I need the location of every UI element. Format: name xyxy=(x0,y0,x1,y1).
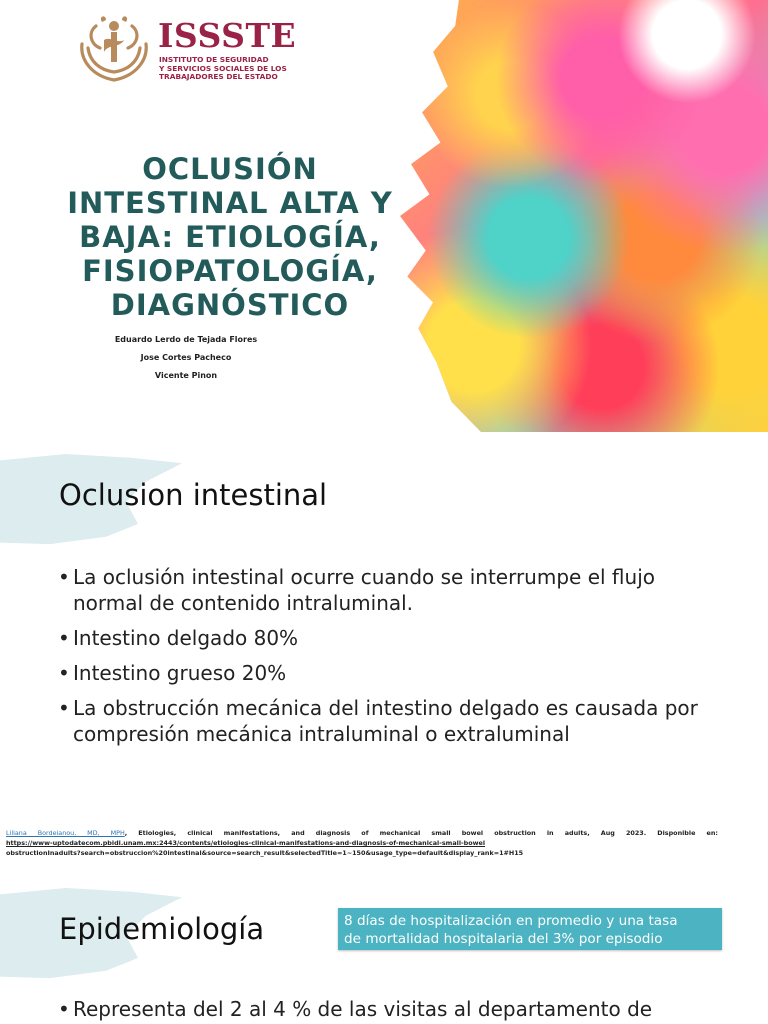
reference-line xyxy=(6,828,718,838)
bullet-item: • La oclusión intestinal ocurre cuando se interrumpe el flujo normal de contenido intraluminal. xyxy=(58,564,708,616)
slide-heading: Epidemiología xyxy=(59,912,265,946)
content-slide-oclusion xyxy=(0,432,768,864)
title-slide xyxy=(0,0,768,432)
bullet-item: • La obstrucción mecánica del intestino delgado es causada por compresión mecánica intraluminal o extraluminal xyxy=(58,695,708,747)
callout-line: de mortalidad hospitalaria del 3% por episodio xyxy=(344,931,663,947)
reference-text: , Etiologies, clinical manifestations, and diagnosis of mechanical small bowel obstruction in adults, Aug 2023. Disponible en: xyxy=(124,829,718,837)
author-list xyxy=(100,334,272,388)
logo-subtitle-line: INSTITUTO DE SEGURIDAD xyxy=(159,55,269,64)
bullet-list xyxy=(58,564,708,756)
logo-subtitle-line: TRABAJADORES DEL ESTADO xyxy=(159,72,278,82)
logo-subtitle xyxy=(159,56,287,82)
author-name: Jose Cortes Pacheco xyxy=(140,353,232,362)
callout-line: 8 días de hospitalización en promedio y una tasa xyxy=(344,913,678,929)
abstract-paint-image xyxy=(400,0,768,432)
bullet-item: • Intestino grueso 20% xyxy=(58,660,708,686)
reference-url-link[interactable]: https://www-uptodatecom.pbidi.unam.mx:2443/contents/etiologies-clinical-manifestations-and-diagnosis-of-mechanical-small-bowel xyxy=(6,839,486,847)
presentation-title: OCLUSIÓN INTESTINAL ALTA Y BAJA: ETIOLOGÍA, FISIOPATOLOGÍA, DIAGNÓSTICO xyxy=(67,152,393,322)
logo-subtitle-line: Y SERVICIOS SOCIALES DE LOS xyxy=(159,63,287,73)
slide-heading: Oclusion intestinal xyxy=(59,478,328,512)
bullet-item: • Intestino delgado 80% xyxy=(58,625,708,651)
bullet-list xyxy=(58,996,708,1024)
callout-box xyxy=(338,908,722,950)
issste-logo xyxy=(76,14,306,86)
author-name: Vicente Pinon xyxy=(154,371,218,380)
bullet-item: • Representa del 2 al 4 % de las visitas al departamento de xyxy=(58,996,708,1022)
logo-wordmark: ISSSTE xyxy=(158,16,297,55)
issste-emblem-icon xyxy=(76,14,152,86)
reference-query: obstructionInadults?search=obstruccion%20intestinal&source=search_result&selectedTitle=1~150&usage_type=default&display_rank=1#H15 xyxy=(6,849,524,857)
reference-author-link[interactable]: Liliana Bordeianou, MD, MPH xyxy=(6,829,125,837)
reference-citation xyxy=(6,828,718,858)
author-name: Eduardo Lerdo de Tejada Flores xyxy=(114,335,258,344)
content-slide-epidemiologia xyxy=(0,864,768,1024)
